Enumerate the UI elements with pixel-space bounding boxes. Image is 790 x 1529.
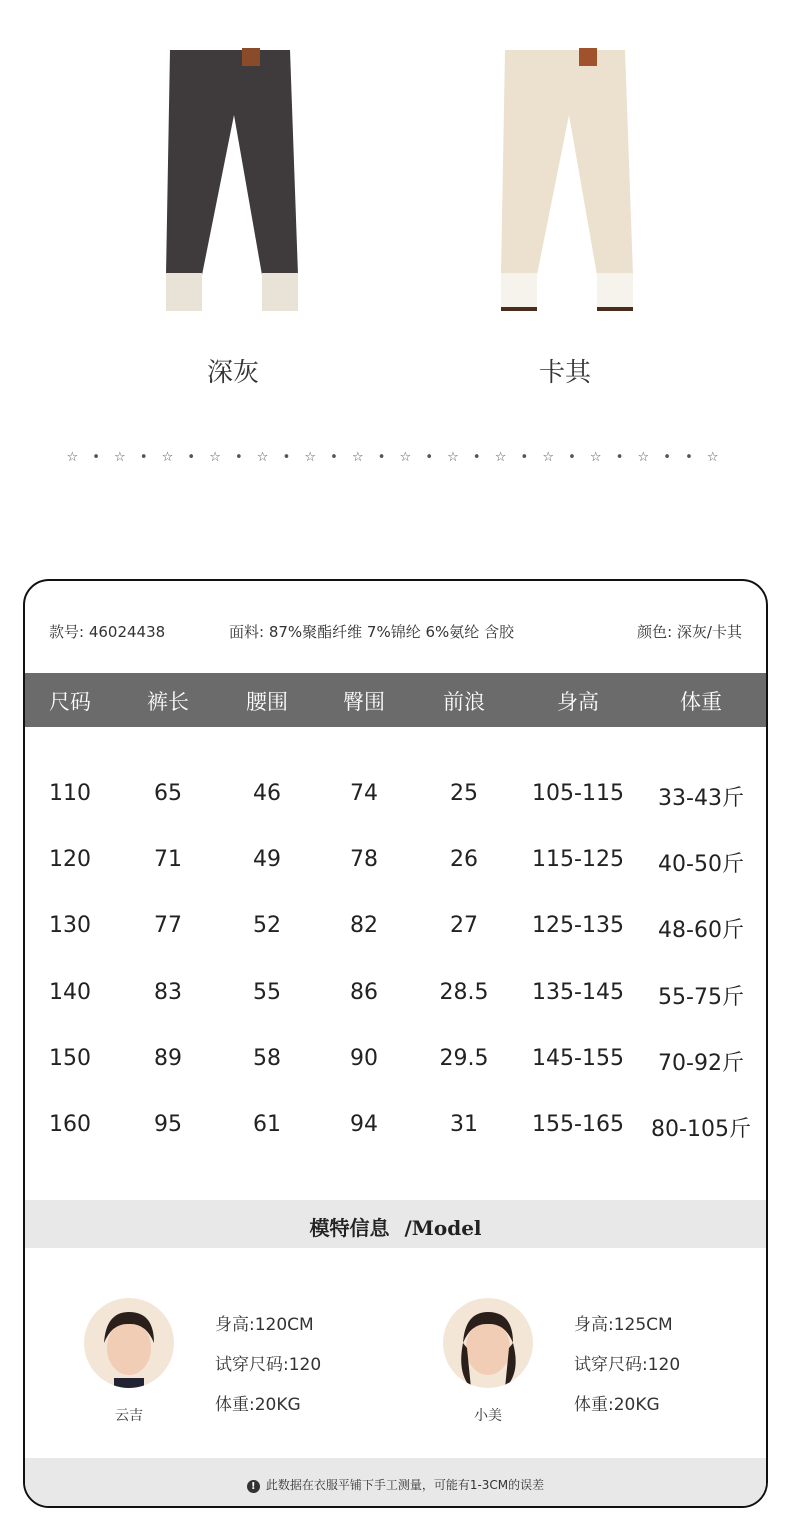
table-cell: 48-60斤 <box>658 918 744 944</box>
model-weight: 体重:20KG <box>215 1395 301 1415</box>
warning-icon: ! <box>247 1480 260 1493</box>
dark-gray-pants-image <box>162 45 302 315</box>
model-name: 小美 <box>474 1408 502 1424</box>
model-weight: 体重:20KG <box>574 1395 660 1415</box>
table-cell: 120 <box>49 847 91 873</box>
model-size: 试穿尺码:120 <box>215 1355 322 1375</box>
style-number: 款号: 46024438 <box>49 623 166 641</box>
table-cell: 90 <box>350 1045 378 1071</box>
table-row <box>25 980 766 1020</box>
model-title: 模特信息 <box>309 1216 390 1240</box>
table-cell: 150 <box>49 1045 91 1071</box>
column-header: 前浪 <box>443 690 485 714</box>
note-bar <box>25 1458 766 1508</box>
column-header: 裤长 <box>147 690 189 714</box>
column-header: 腰围 <box>246 690 288 714</box>
table-cell: 49 <box>253 847 281 873</box>
table-cell: 140 <box>49 979 91 1005</box>
model-height: 身高:125CM <box>574 1315 673 1335</box>
table-cell: 74 <box>350 781 378 806</box>
table-cell: 33-43斤 <box>658 786 744 811</box>
color-label-khaki: 卡其 <box>538 358 591 388</box>
table-cell: 61 <box>253 1112 281 1137</box>
model-info-header <box>25 1200 766 1248</box>
table-row <box>25 781 766 821</box>
table-cell: 86 <box>350 979 378 1005</box>
fabric-info: 面料: 87%聚酯纤维 7%锦纶 6%氨纶 含胶 <box>229 623 515 641</box>
table-cell: 78 <box>350 847 378 873</box>
table-cell: 55 <box>253 979 281 1005</box>
model-avatar <box>84 1298 174 1388</box>
table-cell: 94 <box>350 1112 378 1137</box>
table-cell: 46 <box>253 781 281 806</box>
model-name: 云吉 <box>115 1408 143 1424</box>
table-cell: 71 <box>154 847 182 873</box>
table-cell: 82 <box>350 913 378 939</box>
table-cell: 80-105斤 <box>651 1117 751 1142</box>
table-cell: 135-145 <box>532 979 624 1005</box>
model-size: 试穿尺码:120 <box>574 1355 681 1375</box>
table-cell: 58 <box>253 1045 281 1071</box>
table-cell: 28.5 <box>439 979 489 1005</box>
model-title-en: /Model <box>404 1216 482 1240</box>
table-cell: 65 <box>154 781 182 806</box>
table-cell: 31 <box>450 1112 478 1137</box>
table-cell: 26 <box>450 847 478 873</box>
star-divider: ☆ • ☆ • ☆ • ☆ • ☆ • ☆ • ☆ • ☆ • ☆ • ☆ • ☆ • ☆ • ☆ • • ☆ <box>66 450 724 465</box>
table-cell: 105-115 <box>532 781 624 806</box>
table-row <box>25 1046 766 1086</box>
table-cell: 40-50斤 <box>658 852 744 878</box>
table-cell: 55-75斤 <box>658 984 744 1010</box>
model-height: 身高:120CM <box>215 1315 314 1335</box>
color-info: 颜色: 深灰/卡其 <box>637 623 742 641</box>
column-header: 臀围 <box>343 690 385 714</box>
table-cell: 25 <box>450 781 478 806</box>
column-header: 身高 <box>557 690 599 714</box>
khaki-pants-image <box>497 45 637 315</box>
table-row <box>25 913 766 953</box>
table-cell: 29.5 <box>439 1045 489 1071</box>
size-chart-card <box>23 579 768 1508</box>
table-cell: 160 <box>49 1112 91 1137</box>
table-row <box>25 1112 766 1152</box>
table-cell: 125-135 <box>532 913 624 939</box>
table-cell: 70-92斤 <box>658 1050 744 1076</box>
column-header: 体重 <box>680 690 722 714</box>
table-cell: 115-125 <box>532 847 624 873</box>
table-cell: 27 <box>450 913 478 939</box>
model-avatar <box>443 1298 533 1388</box>
column-header: 尺码 <box>49 690 91 714</box>
table-cell: 52 <box>253 913 281 939</box>
table-cell: 77 <box>154 913 182 939</box>
color-label-dark-gray: 深灰 <box>206 358 259 388</box>
table-cell: 89 <box>154 1045 182 1071</box>
table-cell: 155-165 <box>532 1112 624 1137</box>
table-cell: 110 <box>49 781 91 806</box>
table-row <box>25 847 766 887</box>
table-cell: 130 <box>49 913 91 939</box>
table-cell: 95 <box>154 1112 182 1137</box>
table-header <box>25 673 766 727</box>
table-cell: 145-155 <box>532 1045 624 1071</box>
measurement-note: 此数据在衣服平铺下手工测量，可能有1-3CM的误差 <box>265 1478 545 1492</box>
table-cell: 83 <box>154 979 182 1005</box>
